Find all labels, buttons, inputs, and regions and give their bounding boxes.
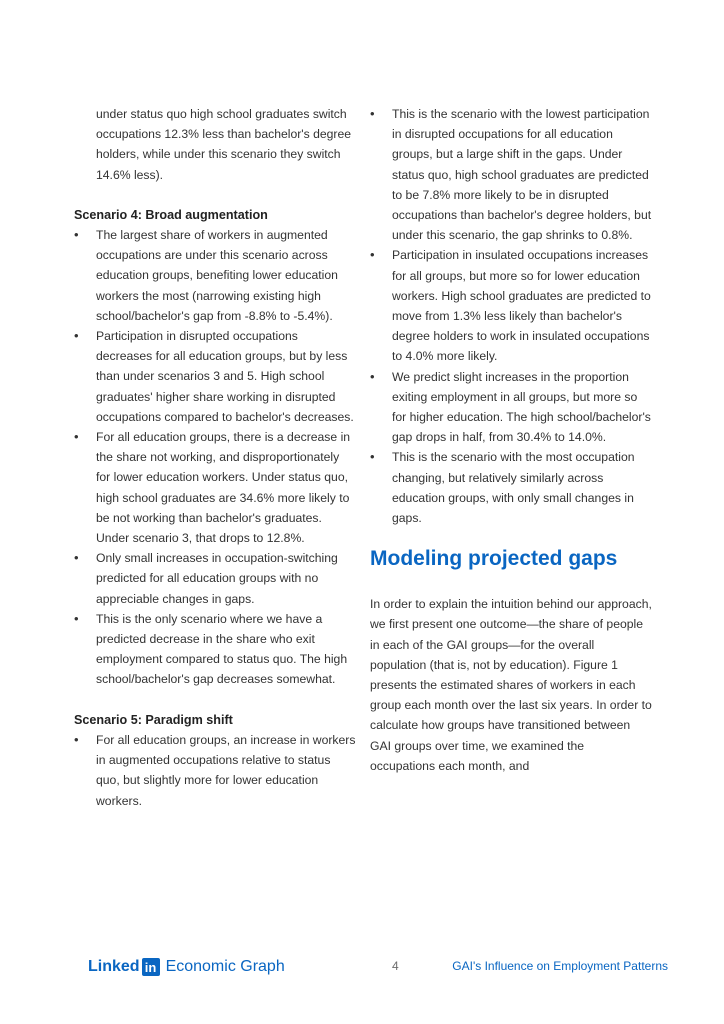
logo-linked-text: Linked <box>88 958 140 975</box>
scenario-4-heading: Scenario 4: Broad augmentation <box>74 207 268 222</box>
logo-economic-graph-text: Economic Graph <box>165 958 285 975</box>
left-column <box>74 104 356 811</box>
page-footer <box>88 958 668 982</box>
scenario-5-heading: Scenario 5: Paradigm shift <box>74 712 233 727</box>
bullet-item: • We predict slight increases in the proportion exiting employment in all groups, but more so for higher education. The high school/bachelor's gap drops in half, from 30.4% to 14.0%. <box>370 367 652 448</box>
scenario-5-bullet-list <box>74 730 356 811</box>
continuation-paragraph: under status quo high school graduates switch occupations 12.3% less than bachelor's degree holders, while under this scenario they switch 14.6% less). <box>96 107 352 182</box>
right-column <box>370 104 652 776</box>
bullet-item: • This is the only scenario where we have a predicted decrease in the share who exit employment compared to status quo. The high school/bachelor's gap decreases somewhat. <box>74 609 356 690</box>
bullet-item: • Participation in insulated occupations increases for all groups, but more so for lower education workers. High school graduates are predicted to move from 1.3% less likely than bachelor's degree holders to work in insulated occupations to 4.0% more likely. <box>370 245 652 366</box>
footer-document-title: GAI's Influence on Employment Patterns <box>452 959 668 973</box>
bullet-item: • For all education groups, an increase in workers in augmented occupations relative to status quo, but slightly more for lower education workers. <box>74 730 356 811</box>
scenario-5-continued-bullet-list <box>370 104 652 528</box>
bullet-item: • Only small increases in occupation-switching predicted for all education groups with no appreciable changes in gaps. <box>74 548 356 609</box>
bullet-item: • For all education groups, there is a decrease in the share not working, and disproportionately for lower education workers. Under status quo, high school graduates are 34.6% more likely to be not working than bachelor's graduates. Under scenario 3, that drops to 12.8%. <box>74 427 356 548</box>
bullet-item: • This is the scenario with the most occupation changing, but relatively similarly across education groups, with only small changes in gaps. <box>370 447 652 528</box>
linkedin-in-icon: in <box>142 958 160 976</box>
bullet-item: • Participation in disrupted occupations decreases for all education groups, but by less than under scenarios 3 and 5. High school graduates' higher share working in disrupted occupations compared to bachelor's decreases. <box>74 326 356 427</box>
page-number: 4 <box>392 959 399 973</box>
bullet-item: • This is the scenario with the lowest participation in disrupted occupations for all education groups, but a large shift in the gaps. Under status quo, high school graduates are predicted to be 7.8% more likely to be in disrupted occupations than bachelor's degree holders, but under this scenario, the gap shrinks to 0.8%. <box>370 104 652 245</box>
linkedin-economic-graph-logo <box>88 958 285 976</box>
section-title: Modeling projected gaps <box>370 547 618 571</box>
bullet-item: • The largest share of workers in augmented occupations are under this scenario across education groups, benefiting lower education workers the most (narrowing existing high school/bachelor's gap from -8.8% to -5.4%). <box>74 225 356 326</box>
body-paragraph: In order to explain the intuition behind our approach, we first present one outcome—the share of people in each of the GAI groups—for the overall population (that is, not by education). Figure 1 presents the estimated shares of workers in each group each month over the last six years. In order to calculate how groups have transitioned between GAI groups over time, we examined the occupations each month, and <box>370 597 652 773</box>
scenario-4-bullet-list <box>74 225 356 690</box>
